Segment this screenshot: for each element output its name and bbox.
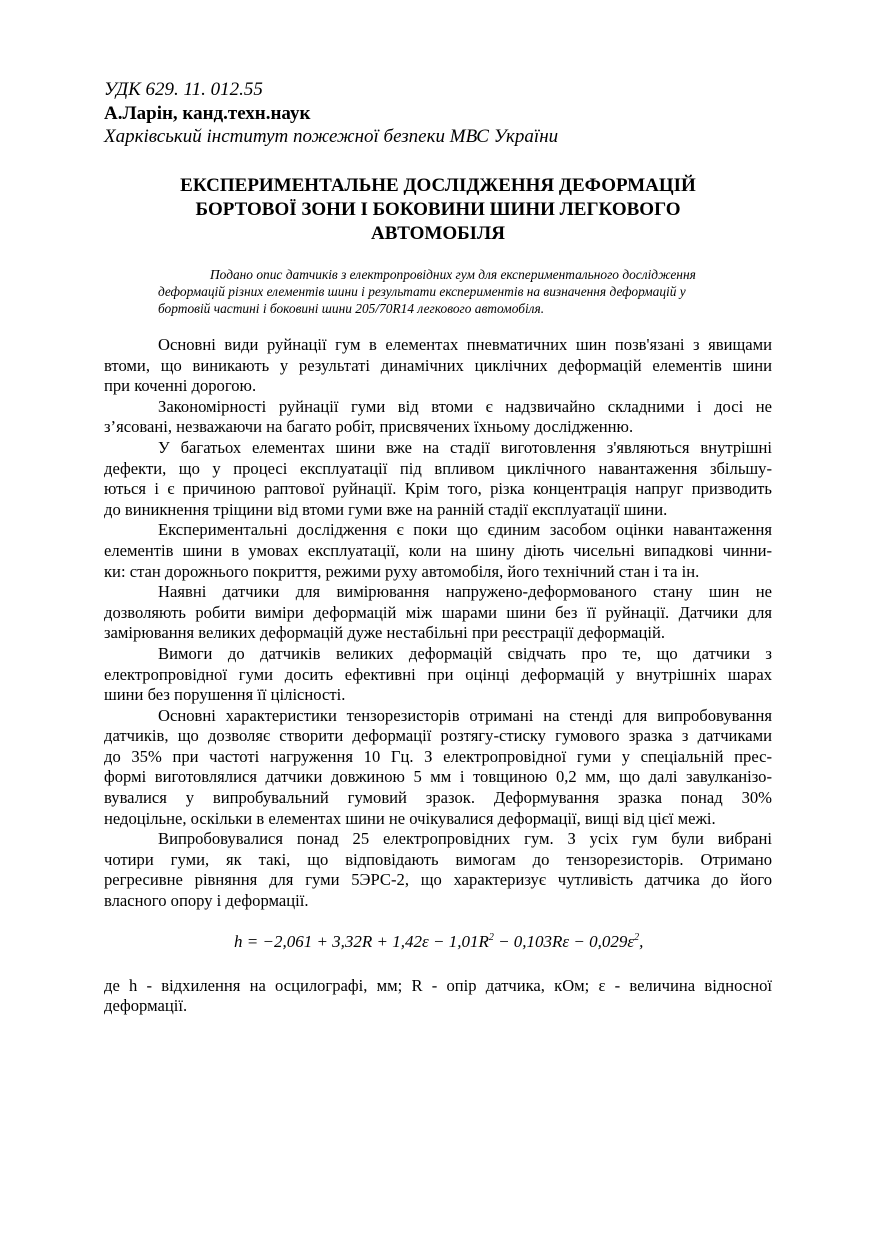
text-line: ються і є причиною раптової руйнації. Крім того, різка концентрація напруг призводить: [104, 479, 772, 499]
text-line: чотири гуми, як такі, що відповідають вимогам до тензорезисторів. Отримано: [104, 849, 772, 869]
paragraph: [104, 706, 772, 830]
paragraph: [104, 397, 772, 438]
text-line: власного опору і деформації.: [104, 891, 309, 911]
text-line: дозволяють робити виміри деформацій між шарами шини без її руйнації. Датчики для: [104, 602, 772, 622]
text-line: замірювання великих деформацій дуже нестабільні при реєстрації деформацій.: [104, 623, 666, 643]
text-line: до виникнення тріщини від втоми гуми вже на ранній стадії експлуатації шини.: [104, 499, 668, 519]
text-line: електропровідної гуми досить ефективні при оцінці деформацій у внутрішніх шарах: [104, 664, 772, 684]
text-line: з’ясовані, незважаючи на багато робіт, присвячених їхньому дослідженню.: [104, 417, 634, 437]
text-line: датчиків, що дозволяє створити деформації розтягу-стиску гумового зразка з датчиками: [104, 726, 772, 746]
formula-part: ,: [639, 931, 644, 951]
text-line: вувалися у випробувальний гумовий зразок. Деформування зразка понад 30%: [104, 788, 772, 808]
text-line: елементів шини в умовах експлуатації, коли на шину діють чисельні випадкові чинни-: [104, 540, 772, 560]
paragraph: [104, 438, 772, 520]
text-line: Основні характеристики тензорезисторів отримані на стенді для випробовування: [158, 705, 772, 725]
text-line: до 35% при частоті нагруження 10 Гц. З електропровідної гуми у спеціальній прес-: [104, 746, 772, 766]
paragraph: [104, 582, 772, 644]
text-line: Експериментальні дослідження є поки що єдиним засобом оцінки навантаження: [158, 520, 772, 540]
text-line: формі виготовлялися датчики довжиною 5 мм і товщиною 0,2 мм, що далі завулканізо-: [104, 767, 772, 787]
text-line: шини без порушення її цілісності.: [104, 685, 346, 705]
text-line: втоми, що виникають у результаті динамічних циклічних деформацій елементів шини: [104, 355, 772, 375]
document-page: [104, 78, 772, 1017]
paragraph: [104, 644, 772, 706]
article-title: [104, 174, 772, 246]
text-line: Наявні датчики для вимірювання напружено-деформованого стану шин не: [158, 582, 772, 602]
title-line: ЕКСПЕРИМЕНТАЛЬНЕ ДОСЛІДЖЕННЯ ДЕФОРМАЦІЙ: [180, 175, 696, 196]
text-line: при коченні дорогою.: [104, 376, 257, 396]
paragraph: [104, 520, 772, 582]
title-line: БОРТОВОЇ ЗОНИ І БОКОВИНИ ШИНИ ЛЕГКОВОГО: [195, 199, 681, 220]
abstract-line: Подано опис датчиків з електропровідних гум для експериментального дослідження: [210, 267, 696, 282]
udk-code: УДК 629. 11. 012.55: [104, 79, 263, 100]
formula-part: − 0,103Rε − 0,029ε: [493, 931, 635, 951]
text-line: регресивне рівняння для гуми 5ЭРС-2, що характеризує чутливість датчика до його: [104, 870, 772, 890]
abstract-line: бортовій частині і боковині шини 205/70R14 легкового автомобіля.: [158, 301, 545, 316]
article-body: [104, 335, 772, 1017]
text-line: деформації.: [104, 996, 188, 1016]
paragraph: [104, 829, 772, 911]
paragraph: [104, 335, 772, 397]
text-line: ки: стан дорожнього покриття, режими руху автомобіля, його технічний стан і та ін.: [104, 561, 700, 581]
formula-exponent: 2: [488, 931, 494, 943]
author-line: А.Ларін, канд.техн.наук: [104, 103, 311, 124]
text-line: недоцільне, оскільки в елементах шини не очікувалися деформації, вищі від цієї межі.: [104, 808, 716, 828]
text-line: де h - відхилення на осцилографі, мм; R - опір датчика, кОм; ε - величина відносної: [104, 975, 772, 995]
text-line: дефекти, що у процесі експлуатації під впливом циклічного навантаження збільшу-: [104, 458, 772, 478]
institution-line: Харківський інститут пожежної безпеки МВС України: [104, 126, 559, 147]
abstract: [158, 266, 758, 317]
formula-exponent: 2: [634, 931, 640, 943]
abstract-line: деформацій різних елементів шини і результати експериментів на визначення деформацій у: [158, 284, 686, 299]
title-line: АВТОМОБІЛЯ: [371, 223, 505, 244]
text-line: Основні види руйнації гум в елементах пневматичних шин позв'язані з явищами: [158, 335, 772, 354]
paragraph: [104, 976, 772, 1017]
text-line: У багатьох елементах шини вже на стадії виготовлення з'являються внутрішні: [158, 437, 772, 457]
regression-formula: [234, 930, 772, 954]
text-line: Закономірності руйнації гуми від втоми є надзвичайно складними і досі не: [158, 396, 772, 416]
text-line: Вимоги до датчиків великих деформацій свідчать про те, що датчики з: [158, 643, 772, 663]
text-line: Випробовувалися понад 25 електропровідних гум. З усіх гум були вибрані: [158, 829, 772, 849]
formula-part: h = −2,061 + 3,32R + 1,42ε − 1,01R: [234, 931, 489, 951]
